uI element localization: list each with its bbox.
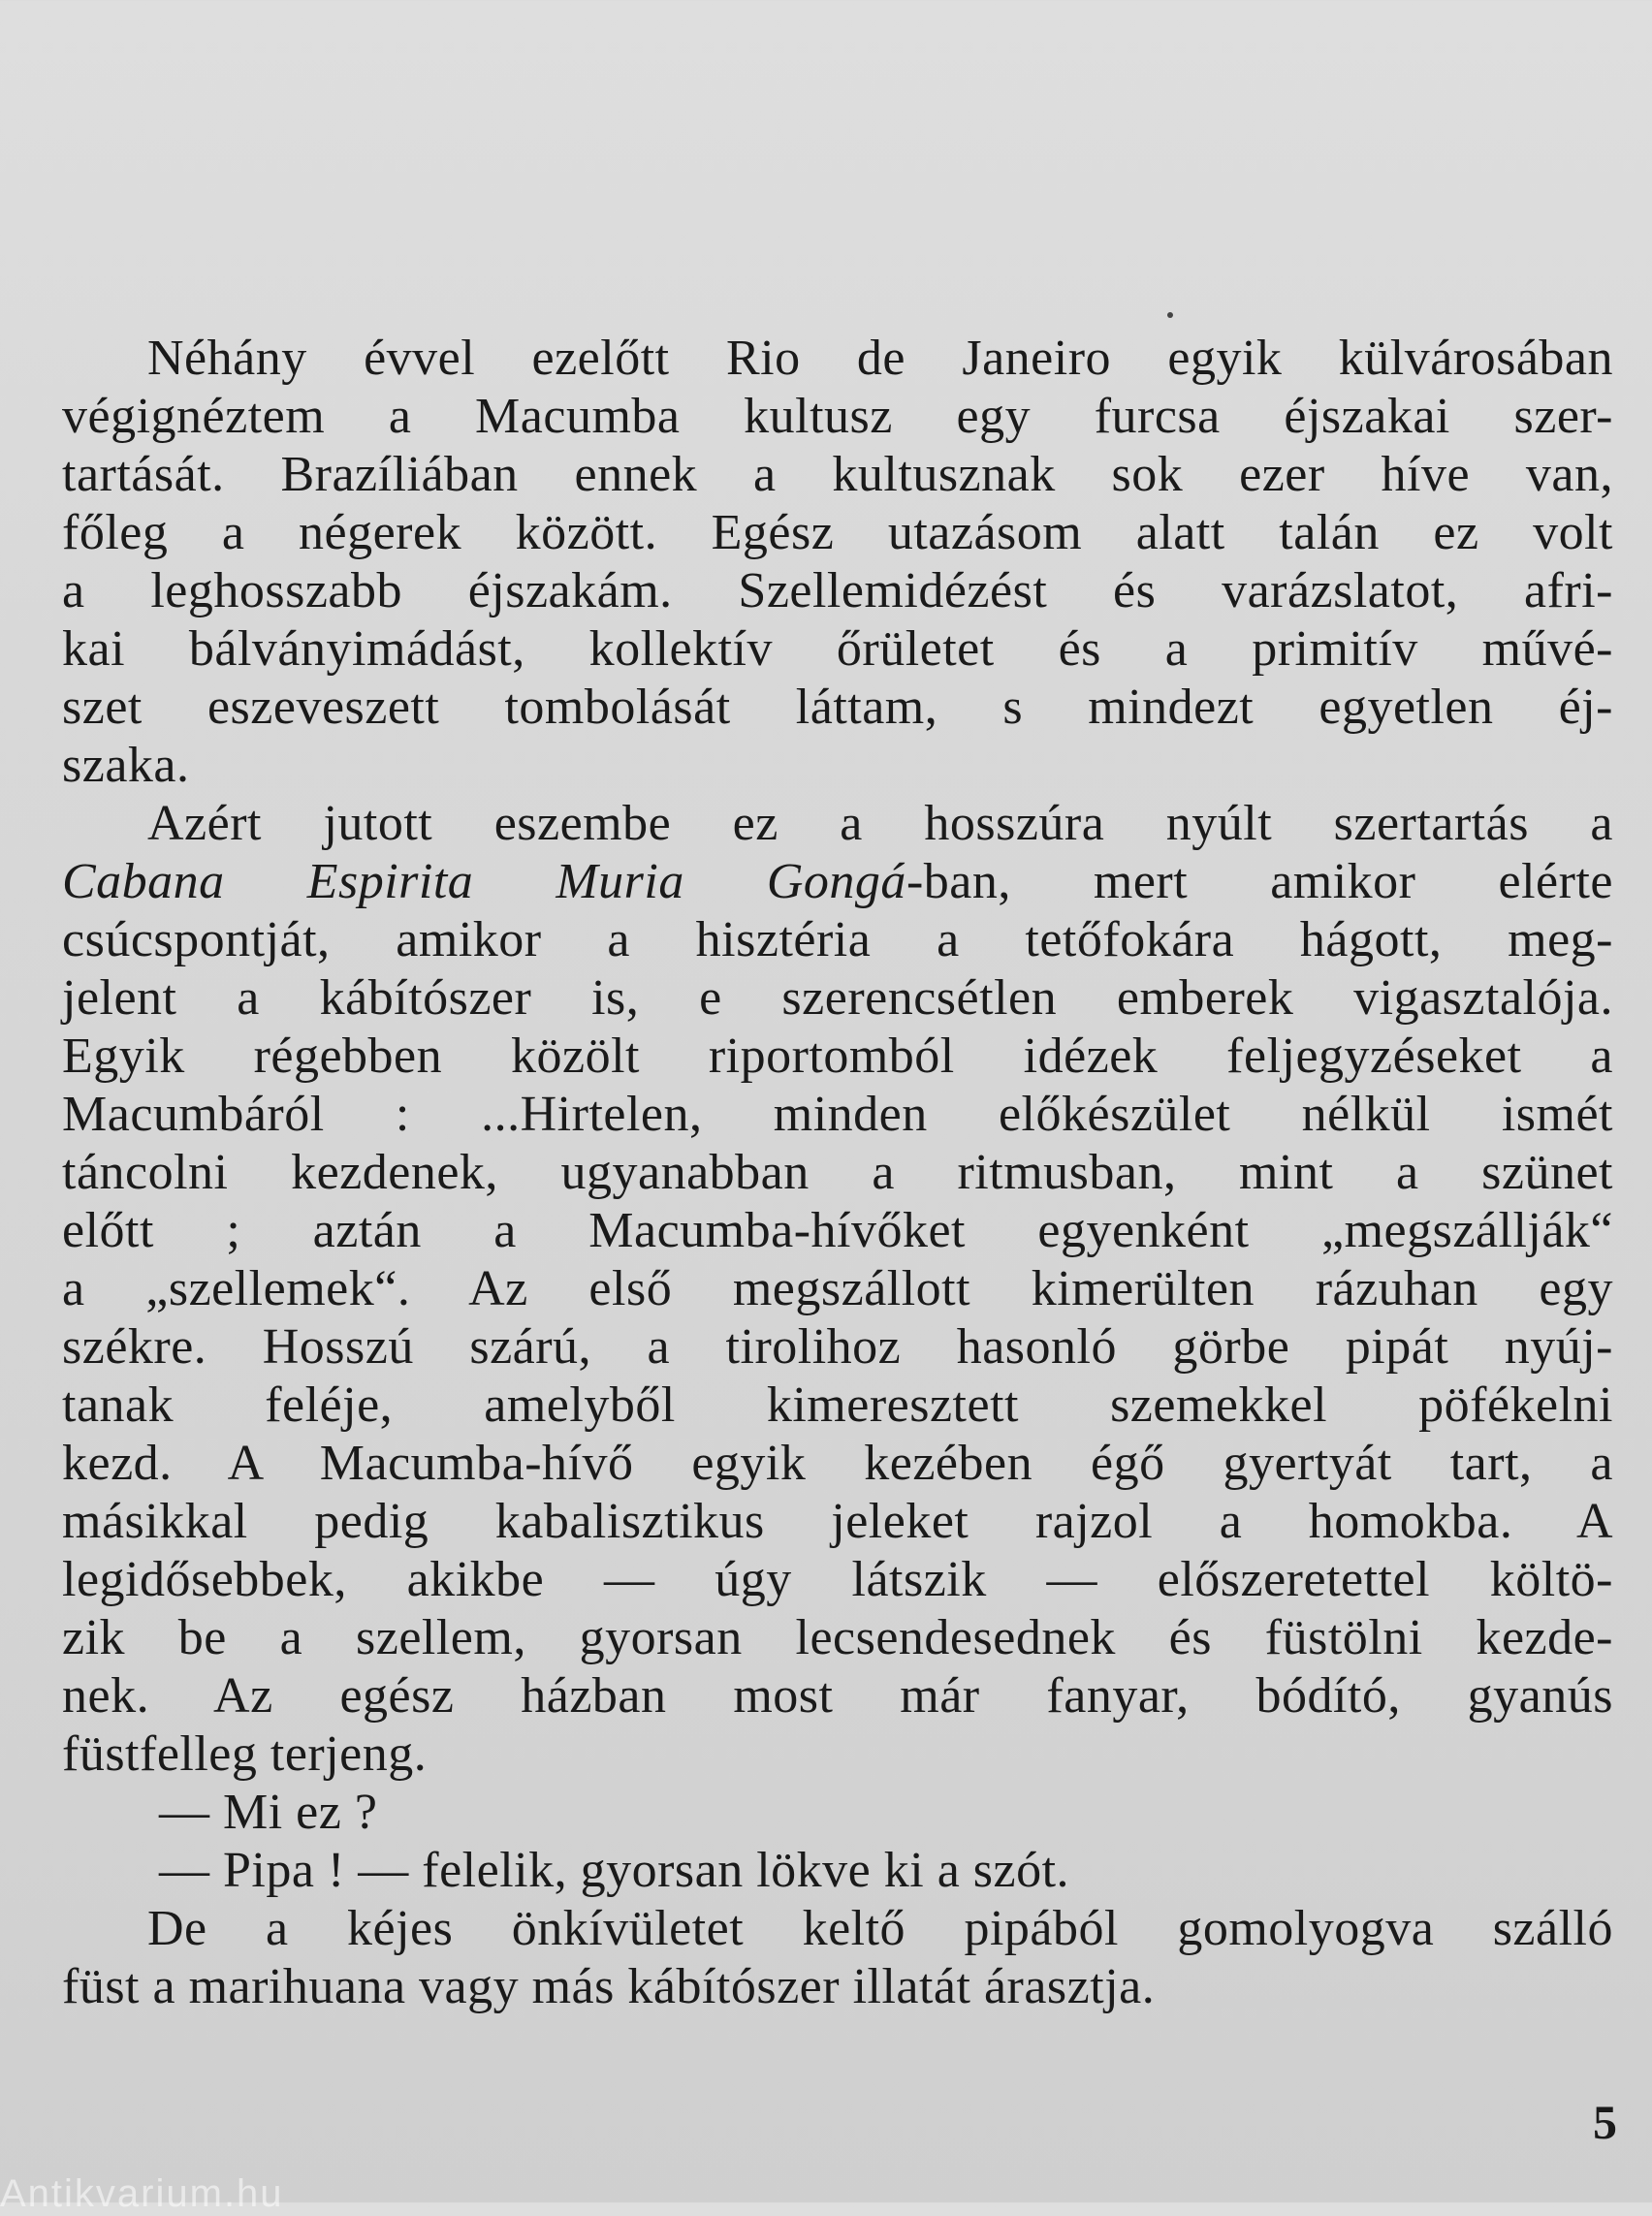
text-fragment: -ban, mert amikor elérte [905, 854, 1613, 909]
text-line: füst a marihuana vagy más kábítószer illatát árasztja. [62, 1959, 1156, 2014]
text-line: szet eszeveszett tombolását láttam, s mindezt egyetlen éj- [62, 680, 1613, 735]
text-line: a leghosszabb éjszakám. Szellemidézést és varázslatot, afri- [62, 563, 1613, 618]
text-line: csúcspontját, amikor a hisztéria a tetőfokára hágott, meg- [62, 912, 1613, 967]
text-line: főleg a négerek között. Egész utazásom alatt talán ez volt [62, 505, 1613, 560]
text-line: jelent a kábítószer is, e szerencsétlen emberek vigasztalója. [62, 970, 1613, 1026]
text-line: zik be a szellem, gyorsan lecsendesednek és füstölni kezde- [62, 1610, 1613, 1665]
dialog-line: — Pipa ! — felelik, gyorsan lökve ki a szót. [159, 1843, 1070, 1898]
body-text [62, 330, 1613, 2016]
page-number: 5 [1593, 2095, 1617, 2149]
watermark: Antikvarium.hu [0, 2172, 284, 2215]
text-line: kezd. A Macumba-hívő egyik kezében égő gyertyát tart, a [62, 1436, 1613, 1491]
text-line: Macumbáról : ...Hirtelen, minden előkészület nélkül ismét [62, 1087, 1613, 1142]
italic-title: Cabana Espirita Muria Gongá [62, 854, 906, 909]
text-line: kai bálványimádást, kollektív őrületet és a primitív művé- [62, 621, 1613, 677]
paragraph-1 [62, 330, 1613, 795]
text-line: De a kéjes önkívületet keltő pipából gomolyogva szálló [147, 1901, 1613, 1956]
text-line: Azért jutott eszembe ez a hosszúra nyúlt szertartás a [147, 796, 1613, 851]
text-line: szaka. [62, 738, 190, 793]
text-line-italic-title [62, 853, 1613, 911]
speck [1167, 312, 1173, 318]
dialog-line: — Mi ez ? [159, 1785, 378, 1840]
text-line: legidősebbek, akikbe — úgy látszik — előszeretettel költö- [62, 1552, 1613, 1607]
text-line: táncolni kezdenek, ugyanabban a ritmusban, mint a szünet [62, 1145, 1613, 1200]
text-line: Egyik régebben közölt riportomból idézek feljegyzéseket a [62, 1029, 1613, 1084]
text-line: tartását. Brazíliában ennek a kultusznak sok ezer híve van, [62, 447, 1613, 502]
text-line: tanak feléje, amelyből kimeresztett szemekkel pöfékelni [62, 1377, 1613, 1433]
text-line: előtt ; aztán a Macumba-hívőket egyenként „megszállják“ [62, 1203, 1613, 1258]
dialog [62, 1784, 1613, 1900]
text-line: a „szellemek“. Az első megszállott kimerülten rázuhan egy [62, 1261, 1613, 1316]
text-line: nek. Az egész házban most már fanyar, bódító, gyanús [62, 1668, 1613, 1724]
paragraph-3 [62, 1900, 1613, 2016]
text-line: Néhány évvel ezelőtt Rio de Janeiro egyik külvárosában [147, 331, 1613, 386]
text-line: másikkal pedig kabalisztikus jeleket rajzol a homokba. A [62, 1494, 1613, 1549]
text-line: végignéztem a Macumba kultusz egy furcsa éjszakai szer- [62, 389, 1613, 444]
text-line: székre. Hosszú szárú, a tirolihoz hasonló görbe pipát nyúj- [62, 1319, 1613, 1375]
paragraph-2 [62, 795, 1613, 1784]
text-line: füstfelleg terjeng. [62, 1726, 428, 1782]
